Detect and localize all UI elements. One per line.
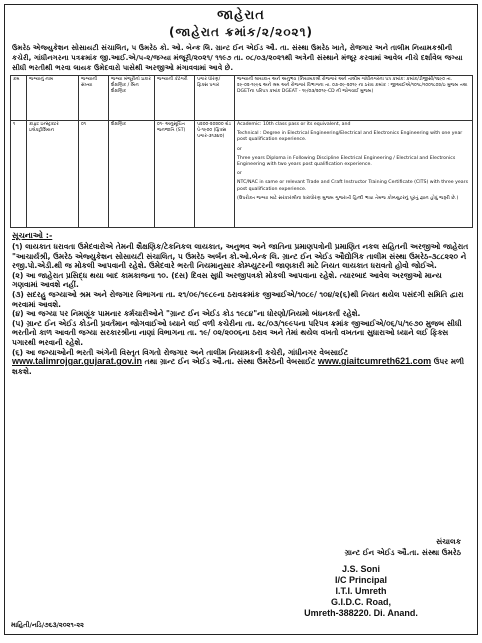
ad-number: (જાહેરાત ક્રમાંક/૨/૨૦૨૧): [169, 25, 313, 39]
notes-heading: સૂચનાઓ :-: [12, 231, 53, 240]
qual-or-2: or: [237, 171, 242, 177]
note-6-end: ઉપર મળી શકશે.: [12, 357, 465, 376]
note-6: [12, 348, 470, 377]
note-3: (૩) સદરહુ જગ્યાઓ શ્રમ અને રોજગાર વિભાગના તા. ૨૧/૦૯/૧૯૮૯ના ઠરાવક્રમાંક જીઆઈએ/૧૦૮૯/ ૧૦૪/૨(૬)થી નિયત થયેલ પસંદગી સમિતિ દ્વારા ભરવામાં આવશે.: [12, 289, 464, 309]
note-1: (૧) લાયકાત ધરાવતા ઉમેદવારોએ તેમની શૈક્ષણિક/ટેકનિકલ લાયકાત, અનુભવ અને જાતિના પ્રમાણપત્રોની પ્રમાણિત નકલ સહિતની અરજીઓ જાહેરાત "આચાર્યશ્રી, ઉમરેઠ એજ્યુકેશન સોસાયટી સંચાલિત, ૫ ઉમરેઠ અર્બન કો.ઓ.બેન્ક લિ. ગ્રાન્ટ ઈન એઈડ ઔદ્યોગિક તાલીમ સંસ્થા ઉમરેઠ-૩૮૮૨૨૦ ને રજી.પો.એડી.થી જ મોકલી આપવાની રહેશે. ઉમેદવારે ભરતી નિયમાનુસાર કોમ્પ્યુટરની જાણકારી માટે નિયત લાયકાત ધરાવતો હોવો જોઈએ.: [12, 242, 469, 271]
header-type: જગ્યા મંજૂરીનો પ્રકાર શૈક્ષણિક / બિન શૈક્ષણિક: [109, 76, 155, 121]
qual-academic: Academic: 10th class pass or its equivalent, and: [237, 122, 351, 127]
giaitc-link[interactable]: www.giaitcumreth621.com: [317, 356, 432, 367]
cell-type: શૈક્ષણિક: [109, 121, 155, 228]
signature-road: G.I.D.C. Road,: [330, 597, 391, 607]
note-4: (૪) આ જગ્યા પર નિમણૂંક પામનાર કર્મચારીઓને "ગ્રાન્ટ ઈન એઈડ કોડ ૧૯૮૪"ના ધોરણો/નિયમો બંધનકર્તા રહેશે.: [12, 309, 361, 319]
signature-english: [281, 564, 441, 619]
header-sr: ક્રમ: [11, 76, 27, 121]
table-row: [11, 121, 473, 228]
vacancy-table: [10, 75, 473, 228]
note-2: (૨) આ જાહેરાત પ્રસિદ્ધ થયા બાદ કામકાજના ૧૦. (દસ) દિવસ સુધી અરજીપત્રકો મોકલી આપવાના રહેશે. ત્યારબાદ આવેલ અરજીઓ માન્ય ગણવામાં આવશે નહીં.: [12, 270, 442, 290]
note-6-text: (૬) આ જગ્યાઓની ભરતી અંગેની વિસ્તૃત વિગતો રોજગાર અને તાલીમ નિયામકની કચેરી, ગાંધીનગર વેબસાઈટ: [12, 347, 349, 357]
qual-or-1: or: [237, 146, 242, 152]
qual-diploma: Three years Diploma in Following Discipline Electrical Engineering / Electrical and Electronics Engineering with two years post qualification experience.: [237, 155, 456, 168]
header-post: જગ્યાનું નામ: [27, 76, 79, 121]
signature-designation: I/C Principal: [334, 575, 387, 585]
signature-institute-en: I.T.I. Umreth: [335, 586, 387, 596]
qual-note: (ઉપરોક્ત જગ્યા માટે સરકારશ્રીના ધારાધોરણ મુજબ ગુજરાતી હિન્દી ભાષા તેમજ કોમ્પ્યુટરનું પૂરતું જ્ઞાન હોવું જરૂરી છે.): [237, 195, 459, 201]
note-6-mid: તથા ગ્રાન્ટ ઈન એઈડ ઔ.તા. સંસ્થા ઉમરેઠની વેબસાઈટ: [144, 357, 316, 367]
header-qualification: જગ્યાની લાયકાત અને અનુભવ (નિયામકશ્રી રોજગાર અને તાલીમ ગાંધીનગરના પત્ર ક્રમાંક: ક્રમાંક/ડીજીસી/૧૬૯૦ તા. ૨૯-૦૨-૧૯૯૬ અને શ્રમ અને રોજગાર વિભાગના તા. ૦૩-૦૯-૨૦૧૯ ના ઠરાવ ક્રમાંક : જીઆઈએ/૧૦૧૮/૧૦૦૧૮૦૨/ઇ મુજબ તથા DGETના પરિપત્ર ક્રમાંક DGEAT - ૧૯/૦૩/૨૦૧૯-CD ની જોગવાઈ મુજબ): [235, 76, 473, 121]
ad-title: જાહેરાત: [217, 8, 265, 23]
qual-ntc: NTC/NAC in same or relevant Trade and Craft Instructor Training Certificate (CITS) with three years post qualification experience.: [237, 180, 469, 192]
header-count: જગ્યાની સંખ્યા: [79, 76, 109, 121]
signature-institute: ગ્રાન્ટ ઈન એઈડ ઔ.તા. સંસ્થા ઉમરેઠ: [344, 548, 461, 557]
table-header-row: [11, 76, 473, 121]
notes-list: [5, 242, 477, 376]
cell-count: ૦૧: [79, 121, 109, 228]
intro-paragraph: ઉમરેઠ એજ્યુકેશન સોસાયટી સંચાલિત, ૫ ઉમરેઠ કો. ઓ. બેન્ક લિ. ગ્રાન્ટ ઈન એઈડ ઔ. તા. સંસ્થા ઉમરેઠ ખાતે, રોજગાર અને તાલીમ નિયામકશ્રીની કચેરી, ગાંધીનગરના પત્રક્રમાંક જી.આઈ.એ/૫-૨/જગ્યા મંજૂરી/૨૦૨૧/ ૧૧૯૭ તા. ૦૮/૦૩/૨૦૨૧થી અત્રેની સંસ્થાને મંજૂર કરવામાં આવેલ નીચે દર્શાવેલ જગ્યા સીધી ભરતીથી ભરવા લાયક ઉમેદવારો પાસેથી અરજીઓ મંગાવવામાં આવે છે.: [12, 43, 463, 72]
cell-category: ૦૧- અનુસૂચિત જનજાતિ (ST): [155, 121, 195, 228]
signature-title: સંચાલક: [436, 537, 461, 546]
signature-name: J.S. Soni: [341, 564, 380, 574]
cell-pay: ૫૨૦૦-૨૦૨૦૦ ગ્રેડ પે-૧૯૦૦ (ફિક્સ પગાર-૩૧૩૪૦): [195, 121, 235, 228]
cell-sr: ૧: [11, 121, 27, 228]
cell-post: ક્રાફ્ટ ઇન્સ્ટ્રક્ટર ઇલેક્ટ્રીશિયન: [27, 121, 79, 228]
qual-degree: Technical : Degree in Electrical Engineering/Electrical and Electronics Engineering with one year post qualification experience.: [237, 131, 463, 143]
note-5: (૫) ગ્રાન્ટ ઈન એઈડ કોડની પ્રવર્તમાન જોગવાઈઓ ધ્યાને લઈ વળી કચેરીના તા. ૨૮/૦૩/૧૯૯૫ના પરિપત્ર ક્રમાંક જીઆઈએ/૦૬/૫/૧૯૭૦ મુજબ સીધી ભરતીનો કાળ આવતી જગ્યા સરકારશ્રીના નાણાં વિભાગના તા. ૧૯/ ૦૨/૨૦૦૬ના ઠરાવ અને તેમાં થયેલ વખતો વખતના સુધારાઓ ધ્યાને લઈ ફિક્સ પગારથી ભરવાની રહેશે.: [12, 318, 462, 347]
header-category: જગ્યાની કેટેગરી: [155, 76, 195, 121]
signature-city: Umreth-388220. Di. Anand.: [304, 608, 418, 618]
cell-qualification: [235, 121, 473, 228]
header-pay: પગાર ધોરણ/ ફિક્સ પગાર: [195, 76, 235, 121]
talimrojgar-link[interactable]: www.talimrojgar.gujarat.gov.in: [12, 356, 143, 367]
reference-number: માહિતી/નડિ/૭૬૩/૨૦૨૧-૨૨: [11, 621, 84, 629]
advertisement-page: [4, 4, 478, 635]
signature-gujarati: [345, 536, 461, 558]
